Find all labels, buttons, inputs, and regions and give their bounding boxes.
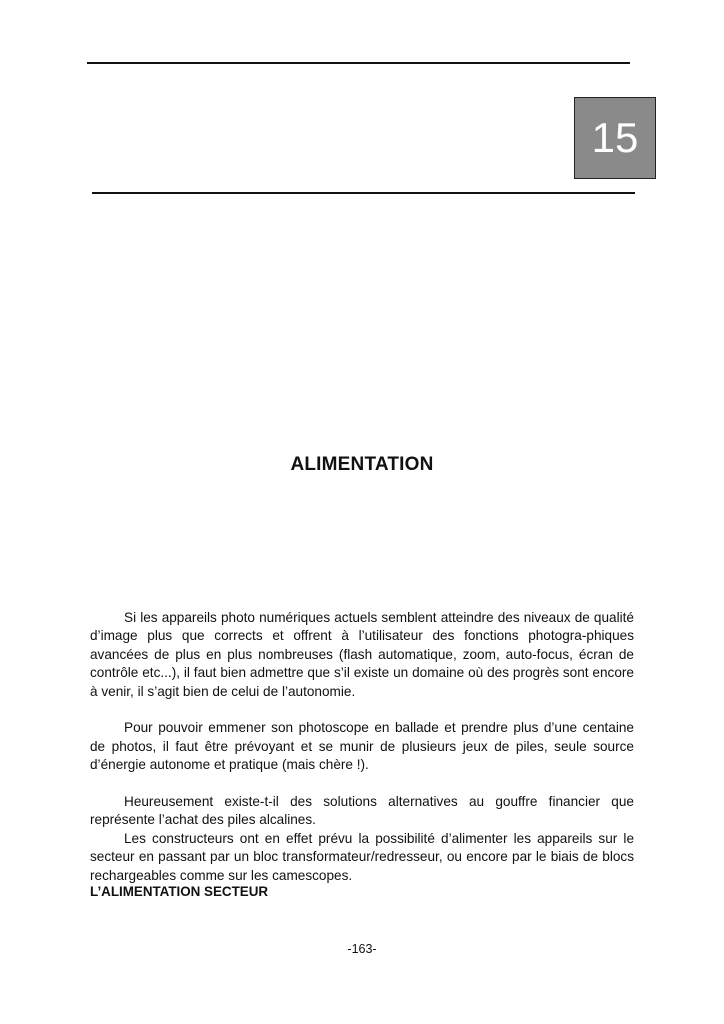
page-number: -163- — [347, 942, 377, 956]
section-heading: L’ALIMENTATION SECTEUR — [90, 884, 269, 899]
header-rule-bottom — [92, 192, 635, 194]
paragraph: Les constructeurs ont en effet prévu la possibilité d’alimenter les appareils sur le secteur en passant par un bloc transformateur/redresseur, ou encore par le biais de blocs rechargeables comme sur les camescopes. — [90, 830, 634, 883]
chapter-number: 15 — [591, 114, 639, 161]
body-text — [90, 609, 634, 885]
header-rule-top — [87, 62, 630, 64]
chapter-title: ALIMENTATION — [290, 454, 434, 475]
paragraph: Pour pouvoir emmener son photoscope en ballade et prendre plus d’une centaine de photos, il faut être prévoyant et se munir de plusieurs jeux de piles, seule source d’énergie autonome et pratique (mais chère !). — [90, 720, 634, 773]
chapter-number-box — [574, 97, 656, 179]
paragraph: Si les appareils photo numériques actuels semblent atteindre des niveaux de qualité d’image plus que corrects et offrent à l’utilisateur des fonctions photogra-phiques avancées de plus en plus nombreuses (flash automatique, zoom, auto-focus, écran de contrôle etc...), il faut bien admettre que s’il existe un domaine où des progrès sont encore à venir, il s’agit bien de celui de l’autonomie. — [90, 610, 634, 699]
paragraph: Heureusement existe-t-il des solutions alternatives au gouffre financier que représente l’achat des piles alcalines. — [90, 794, 634, 828]
